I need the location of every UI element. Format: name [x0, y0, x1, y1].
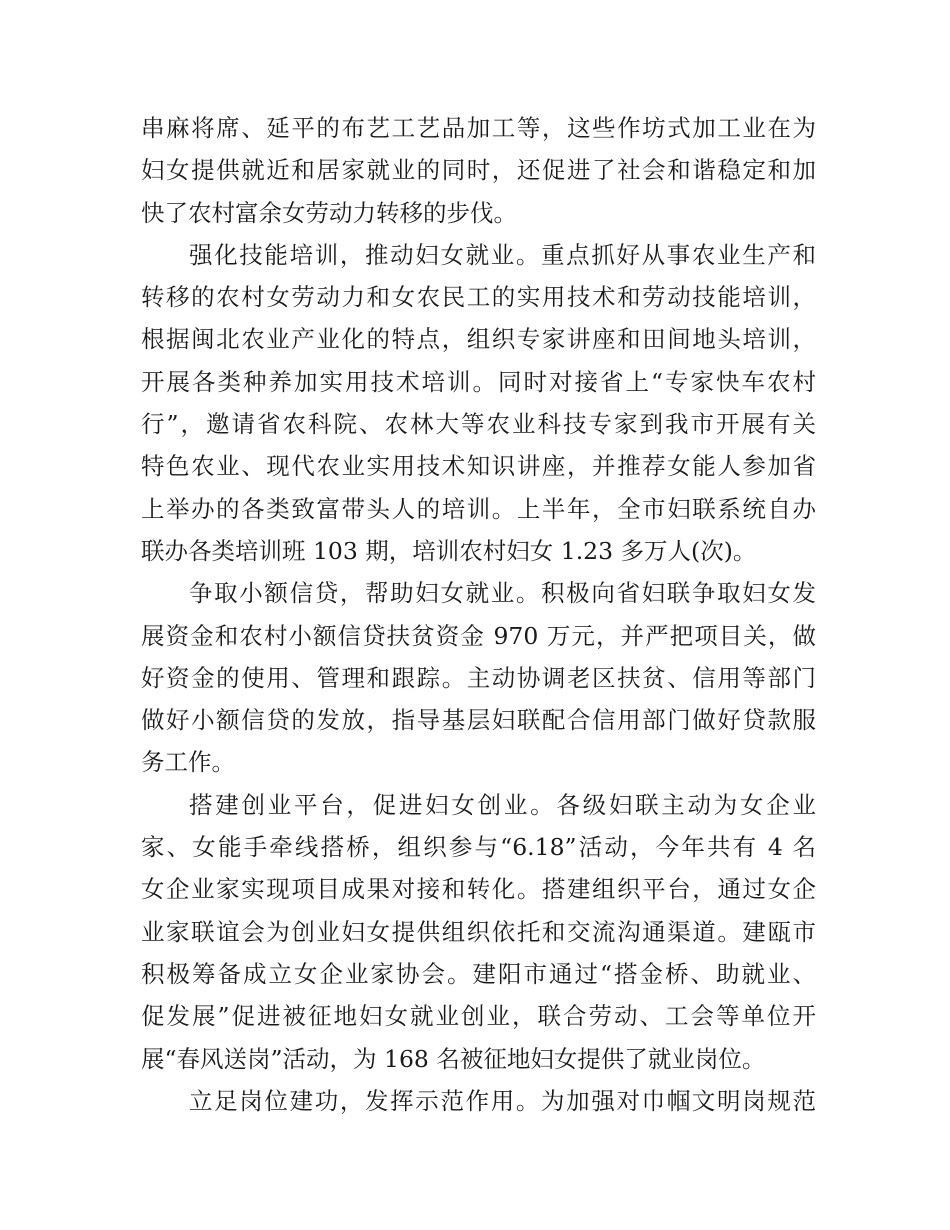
text-line: 开展各类种养加实用技术培训。同时对接省上“专家快车农村	[141, 367, 816, 396]
text-line: 家、女能手牵线搭桥，组织参与“6.18”活动，今年共有 4 名	[141, 833, 816, 862]
paragraph	[141, 1080, 816, 1122]
text-line: 做好小额信贷的发放，指导基层妇联配合信用部门做好贷款服	[141, 706, 816, 735]
text-line: 务工作。	[141, 748, 235, 777]
text-line: 女企业家实现项目成果对接和转化。搭建组织平台，通过女企	[141, 875, 816, 904]
text-line: 快了农村富余女劳动力转移的步伐。	[141, 198, 517, 227]
text-line: 行”，邀请省农科院、农林大等农业科技专家到我市开展有关	[141, 410, 816, 439]
text-line: 串麻将席、延平的布艺工艺品加工等，这些作坊式加工业在为	[141, 114, 816, 142]
text-line: 特色农业、现代农业实用技术知识讲座，并推荐女能人参加省	[141, 452, 816, 481]
paragraph	[141, 234, 816, 572]
text-line: 根据闽北农业产业化的特点，组织专家讲座和田间地头培训，	[141, 325, 816, 354]
text-line: 上举办的各类致富带头人的培训。上半年，全市妇联系统自办	[141, 494, 816, 523]
text-line: 业家联谊会为创业妇女提供组织依托和交流沟通渠道。建瓯市	[141, 917, 816, 946]
paragraph-heading-line: 强化技能培训，推动妇女就业。重点抓好从事农业生产和	[189, 240, 816, 269]
text-line: 联办各类培训班 103 期，培训农村妇女 1.23 多万人(次)。	[141, 536, 757, 565]
text-line: 好资金的使用、管理和跟踪。主动协调老区扶贫、信用等部门	[141, 663, 816, 692]
text-line: 促发展”促进被征地妇女就业创业，联合劳动、工会等单位开	[141, 1002, 816, 1031]
text-line: 积极筹备成立女企业家协会。建阳市通过“搭金桥、助就业、	[141, 959, 816, 988]
paragraph-heading-line: 争取小额信贷，帮助妇女就业。积极向省妇联争取妇女发	[189, 579, 816, 608]
paragraph	[141, 572, 816, 783]
text-line: 展“春风送岗”活动，为 168 名被征地妇女提供了就业岗位。	[141, 1044, 766, 1073]
text-line: 展资金和农村小额信贷扶贫资金 970 万元，并严把项目关，做	[141, 621, 816, 650]
paragraph-heading-line: 立足岗位建功，发挥示范作用。为加强对巾帼文明岗规范	[189, 1086, 816, 1115]
text-line: 转移的农村女劳动力和女农民工的实用技术和劳动技能培训，	[141, 283, 816, 312]
paragraph	[141, 784, 816, 1080]
body-text	[141, 107, 816, 1122]
paragraph-heading-line: 搭建创业平台，促进妇女创业。各级妇联主动为女企业	[189, 790, 816, 819]
text-line: 妇女提供就近和居家就业的同时，还促进了社会和谐稳定和加	[141, 156, 816, 185]
paragraph	[141, 107, 816, 234]
